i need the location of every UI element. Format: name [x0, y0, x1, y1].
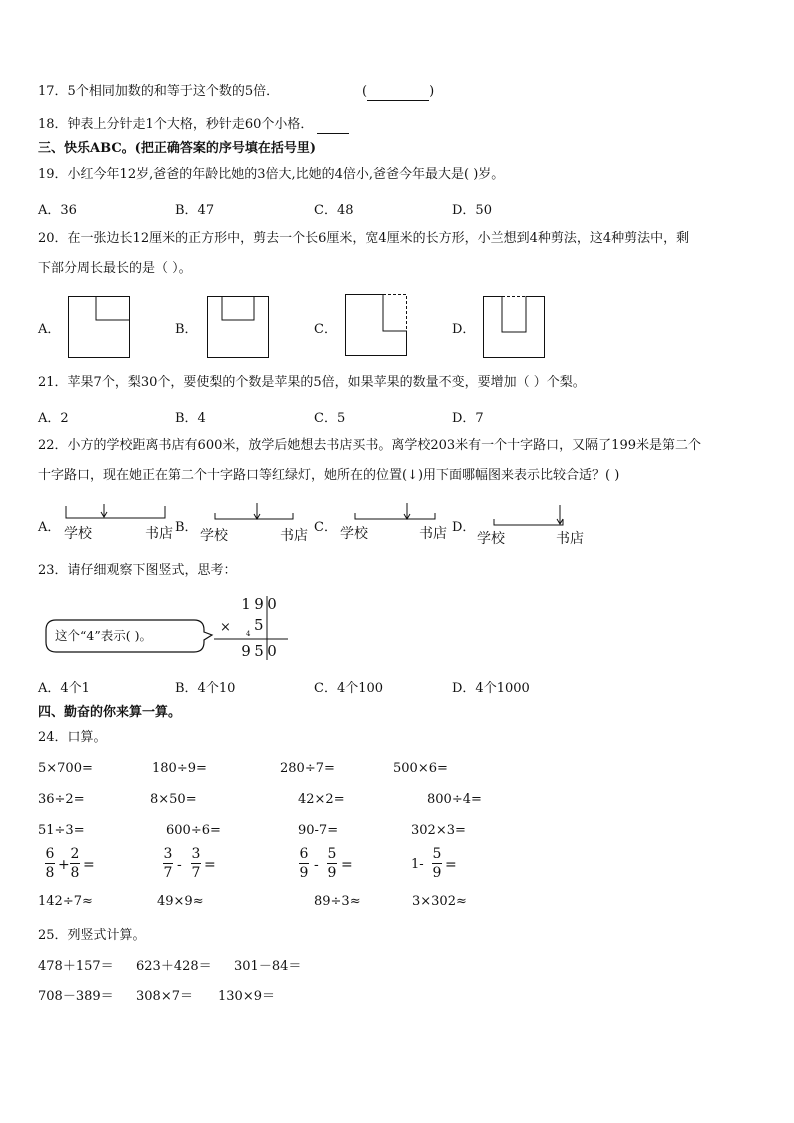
q24-f3-b-num: 5: [327, 846, 337, 862]
q23-digit-9: 9: [254, 595, 264, 613]
q18-row: [38, 117, 349, 134]
q24-f2-a: [163, 846, 173, 881]
q24-f1-a-den: 8: [45, 865, 55, 881]
q23-option-d[interactable]: D．4个1000: [452, 681, 530, 696]
q22-option-c[interactable]: C．: [314, 520, 337, 535]
q19-option-a[interactable]: A．36: [38, 203, 77, 218]
q25-r2-c1[interactable]: 708－389＝: [38, 989, 114, 1004]
q24-r3-c2[interactable]: 600÷6=: [166, 823, 221, 838]
q24-r3-c4[interactable]: 302×3=: [411, 823, 466, 838]
q24-f4-b-den: 9: [432, 865, 442, 881]
q24-r1-c3[interactable]: 280÷7=: [280, 761, 335, 776]
q21-option-a[interactable]: A．2: [38, 411, 69, 426]
q24-f3-a: [299, 846, 309, 881]
q23-option-c[interactable]: C．4个100: [314, 681, 384, 696]
q24-f4-b-num: 5: [432, 846, 442, 862]
q23-digit-1: 1: [241, 595, 251, 613]
q20-option-d[interactable]: D．: [452, 322, 476, 337]
q24-r1-c1[interactable]: 5×700=: [38, 761, 93, 776]
q19-option-d[interactable]: D．50: [452, 203, 492, 218]
q24-f1-b-num: 2: [70, 846, 80, 862]
q24-r5-c1[interactable]: 142÷7≈: [38, 894, 93, 909]
q23-digit-0: 0: [267, 595, 277, 613]
q22-b-school: 学校: [200, 528, 228, 544]
q24-f1-eq[interactable]: =: [83, 857, 95, 873]
q24-f2-eq[interactable]: =: [204, 857, 216, 873]
q25-title: 25．列竖式计算。: [38, 928, 146, 943]
q24-f4-eq[interactable]: =: [445, 857, 457, 873]
q21-option-b[interactable]: B．4: [175, 411, 206, 426]
q24-f2-a-den: 7: [163, 865, 173, 881]
q24-f2-b: [191, 846, 201, 881]
q19-text: 19．小红今年12岁,爸爸的年龄比她的3倍大,比她的4倍小,爸爸今年最大是( )岁。: [38, 167, 505, 182]
q20-figure-b: [207, 296, 269, 358]
q22-d-store: 书店: [556, 531, 584, 547]
q22-option-a[interactable]: A．: [38, 520, 61, 535]
q24-r3-c1[interactable]: 51÷3=: [38, 823, 85, 838]
section4-title: 四、勤奋的你来算一算。: [38, 705, 182, 720]
q20-option-a[interactable]: A．: [38, 322, 61, 337]
q24-f3-b: [327, 846, 337, 881]
q20-line1: 20．在一张边长12厘米的正方形中，剪去一个长6厘米，宽4厘米的长方形，小兰想到4种剪法，这4种剪法中，剩: [38, 231, 690, 246]
q22-a-store: 书店: [145, 526, 173, 542]
q24-r3-c3[interactable]: 90-7=: [298, 823, 339, 838]
q18-text: 18．钟表上分针走1个大格，秒针走60个小格．: [38, 117, 314, 132]
q22-line1: 22．小方的学校距离书店有600米，放学后她想去书店买书。离学校203米有一个十字路口，又隔了199米是第二个: [38, 438, 701, 453]
q24-f2-b-num: 3: [191, 846, 201, 862]
q24-f1-a: [45, 846, 55, 881]
q25-r2-c2[interactable]: 308×7＝: [136, 989, 193, 1004]
q24-r1-c2[interactable]: 180÷9=: [152, 761, 207, 776]
q22-b-store: 书店: [280, 528, 308, 544]
q24-r1-c4[interactable]: 500×6=: [393, 761, 448, 776]
q23-result-0: 0: [267, 642, 277, 660]
q23-option-a[interactable]: A．4个1: [38, 681, 90, 696]
q22-option-d[interactable]: D．: [452, 520, 476, 535]
q24-f4-b: [432, 846, 442, 881]
q22-diagram-a: [62, 503, 174, 521]
q24-f1-b-den: 8: [70, 865, 80, 881]
q23-carry-digit: 4: [246, 630, 251, 638]
q18-answer-blank[interactable]: [317, 117, 349, 134]
q20-figure-a: [68, 296, 130, 358]
q24-r5-c2[interactable]: 49×9≈: [157, 894, 204, 909]
q22-c-school: 学校: [340, 526, 368, 542]
q22-d-school: 学校: [477, 531, 505, 547]
q24-r2-c3[interactable]: 42×2=: [298, 792, 345, 807]
q21-option-d[interactable]: D．7: [452, 411, 484, 426]
q22-diagram-b: [210, 503, 300, 521]
q23-result-9: 9: [241, 642, 251, 660]
q17-paren-open: (: [362, 84, 368, 99]
q23-text: 23．请仔细观察下图竖式，思考：: [38, 563, 237, 578]
q22-diagram-c: [350, 503, 442, 521]
q24-f3-b-den: 9: [327, 865, 337, 881]
q23-bubble-text: 这个“4”表示( )。: [55, 628, 152, 643]
q17-paren-close: ): [429, 84, 435, 99]
q22-option-b[interactable]: B．: [175, 520, 198, 535]
q25-r1-c3[interactable]: 301－84＝: [234, 959, 302, 974]
q20-option-b[interactable]: B．: [175, 322, 198, 337]
q24-f1-a-num: 6: [45, 846, 55, 862]
q24-f1-b: [70, 846, 80, 881]
q23-result-number: [240, 643, 278, 659]
q17-answer-paren: [362, 84, 434, 101]
q19-option-c[interactable]: C．48: [314, 203, 354, 218]
q24-f3-a-num: 6: [299, 846, 309, 862]
q19-option-b[interactable]: B．47: [175, 203, 215, 218]
q21-text: 21．苹果7个，梨30个，要使梨的个数是苹果的5倍，如果苹果的数量不变，要增加（ ）个梨。: [38, 375, 586, 390]
q25-r1-c1[interactable]: 478＋157＝: [38, 959, 114, 974]
q22-diagram-d: [490, 503, 572, 525]
q24-r2-c2[interactable]: 8×50=: [150, 792, 197, 807]
q24-r2-c4[interactable]: 800÷4=: [427, 792, 482, 807]
q20-figure-c: [345, 294, 407, 356]
q24-f3-op: -: [314, 857, 319, 873]
q25-r2-c3[interactable]: 130×9＝: [218, 989, 275, 1004]
section3-title: 三、快乐ABC。(把正确答案的序号填在括号里): [38, 141, 316, 156]
q24-r5-c4[interactable]: 3×302≈: [412, 894, 467, 909]
q24-r5-c3[interactable]: 89÷3≈: [314, 894, 361, 909]
q24-title: 24．口算。: [38, 730, 107, 745]
q22-c-store: 书店: [419, 526, 447, 542]
q24-r2-c1[interactable]: 36÷2=: [38, 792, 85, 807]
q23-mult-sign: ×: [220, 620, 231, 635]
q23-multiplier: 5: [254, 616, 264, 634]
q17-text: 17．5个相同加数的和等于这个数的5倍．: [38, 84, 280, 99]
q20-figure-d: [483, 296, 545, 358]
q24-f4-lead: 1-: [411, 857, 424, 872]
q24-f2-op: -: [177, 857, 182, 873]
q23-result-5: 5: [254, 642, 264, 660]
q20-option-c[interactable]: C．: [314, 322, 337, 337]
q23-option-b[interactable]: B．4个10: [175, 681, 236, 696]
q24-f2-b-den: 7: [191, 865, 201, 881]
q22-a-school: 学校: [64, 526, 92, 542]
q22-line2: 十字路口，现在她正在第二个十字路口等红绿灯，她所在的位置(↓)用下面哪幅图来表示比较合适？( ): [38, 468, 620, 483]
q24-f1-op: +: [58, 857, 70, 873]
q17-answer-blank[interactable]: [367, 84, 429, 101]
q24-f3-a-den: 9: [299, 865, 309, 881]
q24-f2-a-num: 3: [163, 846, 173, 862]
q24-f3-eq[interactable]: =: [341, 857, 353, 873]
q21-option-c[interactable]: C．5: [314, 411, 346, 426]
q20-line2: 下部分周长最长的是（ ）。: [38, 261, 192, 276]
q25-r1-c2[interactable]: 623＋428＝: [136, 959, 212, 974]
